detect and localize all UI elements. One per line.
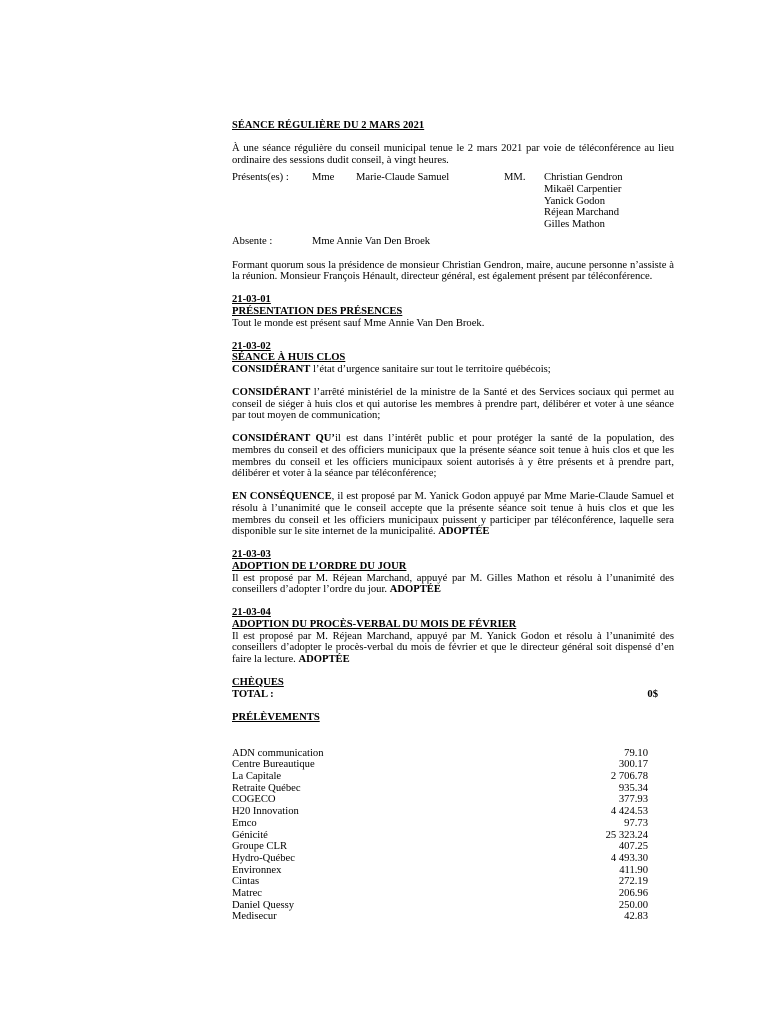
member-name: Christian Gendron [544,172,623,184]
table-row [232,865,674,877]
resolution-number: 21-03-03 [232,549,271,561]
payee-name: Medisecur [232,911,277,923]
resolution-text [232,631,674,666]
member-name: Réjean Marchand [544,207,620,219]
presents-row [232,172,674,184]
table-row [232,911,674,923]
payee-name: Matrec [232,887,262,899]
considerant-keyword: CONSIDÉRANT [232,363,311,375]
mme-title: Mme [312,172,335,184]
resolution-number: 21-03-01 [232,294,271,306]
mme-name: Marie-Claude Samuel [356,172,450,184]
table-row [232,830,674,842]
payee-name: Groupe CLR [232,841,288,853]
consequence-text: , il est proposé par M. Yanick Godon appuyé par Mme Marie-Claude Samuel et résolu à l’unanimité que le conseil accepte que la présente séance soit tenue à huis clos et que les membres du conseil et les officiers municipaux puissent y participer par téléconférence, laquelle sera disponible sur le site internet de la municipalité. [232,491,675,538]
resolution-title: SÉANCE À HUIS CLOS [232,352,346,364]
payee-amount: 2 706.78 [610,771,648,783]
considerant-1 [232,364,674,376]
member-name: Gilles Mathon [544,218,605,230]
considerant-keyword: CONSIDÉRANT [232,387,311,399]
payee-amount: 4 424.53 [610,806,648,818]
payee-amount: 97.73 [624,817,648,829]
absente-label: Absente : [232,236,273,248]
table-row [232,748,674,760]
resolution-number: 21-03-04 [232,607,271,619]
member-name: Mikaël Carpentier [544,183,622,195]
resolution-number: 21-03-02 [232,340,271,352]
adopted-label: ADOPTÉE [298,653,350,665]
table-row [232,818,674,830]
adopted-label: ADOPTÉE [389,584,441,596]
prelevements-table [232,748,674,923]
total-label: TOTAL : [232,688,274,700]
quorum-paragraph: Formant quorum sous la présidence de monsieur Christian Gendron, maire, aucune personne n’assiste à la réunion. Monsieur François Hénault, directeur général, est également présent par téléconférence. [232,259,674,283]
payee-amount: 79.10 [624,747,648,759]
payee-name: Cintas [232,876,260,888]
payee-amount: 272.19 [618,876,648,888]
resolution-text [232,573,674,596]
attendance-block [232,172,674,248]
considerant-text: l’état d’urgence sanitaire sur tout le territoire québécois; [310,363,551,375]
resolution-title: PRÉSENTATION DES PRÉSENCES [232,305,403,317]
payee-amount: 300.17 [618,759,648,771]
considerant-text: l’arrêté ministériel de la ministre de la Santé et des Services sociaux qui permet au conseil de siéger à huis clos et qui autorise les membres à prendre part, délibérer et voter à une séance par tout moyen de communication; [232,387,674,422]
payee-amount: 4 493.30 [610,852,648,864]
payee-amount: 250.00 [618,899,648,911]
considerant-3 [232,433,674,479]
presents-label: Présents(es) : [232,172,289,184]
table-row [232,771,674,783]
adopted-label: ADOPTÉE [438,526,490,538]
payee-amount: 377.93 [618,794,648,806]
total-value: 0$ [647,688,658,700]
payee-name: Daniel Quessy [232,899,295,911]
resolution-text: Tout le monde est présent sauf Mme Annie Van Den Broek. [232,317,485,329]
table-row [232,806,674,818]
table-row [232,759,674,771]
considerant-text: il est dans l’intérêt public et pour protéger la santé de la population, des membres du conseil et des officiers municipaux que la présente séance soit tenue à huis clos et que les membres du conseil et les officiers municipaux soient autorisés à y être présents et à prendre part, délibérer et voter à la séance par téléconférence; [232,433,674,480]
resolution-body: Il est proposé par M. Réjean Marchand, appuyé par M. Gilles Mathon et résolu à l’unanimité des conseillers d’adopter l’ordre du jour. [232,572,674,596]
payee-name: Hydro-Québec [232,852,295,864]
resolution-title: ADOPTION DE L’ORDRE DU JOUR [232,560,407,572]
payee-name: Environnex [232,864,282,876]
payee-amount: 25 323.24 [605,829,648,841]
cheques-title: CHÈQUES [232,676,284,688]
considerant-2 [232,387,674,422]
consequence-keyword: EN CONSÉQUENCE [232,491,332,503]
absente-row [232,236,674,248]
resolution-body: Il est proposé par M. Réjean Marchand, appuyé par M. Yanick Godon et résolu à l’unanimité des conseillers d’adopter le procès-verbal du mois de février et que le directeur général soit dispensé d’en faire la lecture. [232,630,674,665]
en-consequence [232,491,674,537]
payee-name: Génicité [232,829,268,841]
absente-name: Mme Annie Van Den Broek [312,236,431,248]
prelevements-title: PRÉLÈVEMENTS [232,712,320,724]
payee-amount: 935.34 [618,782,648,794]
payee-name: ADN communication [232,747,324,759]
intro-paragraph: À une séance régulière du conseil municipal tenue le 2 mars 2021 par voie de téléconférence au lieu ordinaire des sessions dudit conseil, à vingt heures. [232,143,674,166]
payee-name: Centre Bureautique [232,759,315,771]
table-row [232,900,674,912]
payee-name: COGECO [232,794,276,806]
table-row [232,841,674,853]
cheques-total-row [232,689,674,701]
payee-amount: 206.96 [618,887,648,899]
mm-title: MM. [504,172,526,184]
payee-name: H20 Innovation [232,806,299,818]
payee-amount: 42.83 [624,911,648,923]
payee-name: Retraite Québec [232,782,301,794]
table-row [232,888,674,900]
table-row [232,794,674,806]
table-row [232,876,674,888]
payee-amount: 411.90 [619,864,648,876]
payee-amount: 407.25 [618,841,648,853]
considerant-keyword: CONSIDÉRANT QU’ [232,433,335,445]
member-name: Yanick Godon [544,195,606,207]
session-heading: SÉANCE RÉGULIÈRE DU 2 MARS 2021 [232,120,425,131]
table-row [232,853,674,865]
document-body [232,118,674,923]
payee-name: Emco [232,817,257,829]
resolution-title: ADOPTION DU PROCÈS-VERBAL DU MOIS DE FÉVRIER [232,618,517,630]
payee-name: La Capitale [232,771,282,783]
table-row [232,783,674,795]
